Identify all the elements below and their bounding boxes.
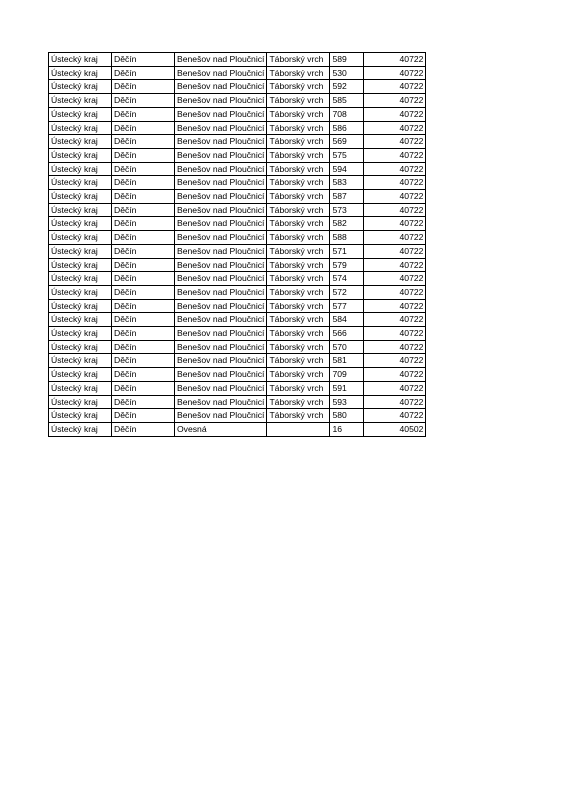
street-cell: Táborský vrch xyxy=(267,381,330,395)
district-cell: Děčín xyxy=(112,368,175,382)
street-cell: Táborský vrch xyxy=(267,313,330,327)
table-row xyxy=(49,176,426,190)
postal-code-cell: 40722 xyxy=(364,190,426,204)
table-row xyxy=(49,162,426,176)
street-cell: Táborský vrch xyxy=(267,203,330,217)
municipality-cell: Benešov nad Ploučnicí xyxy=(175,66,267,80)
district-cell: Děčín xyxy=(112,313,175,327)
postal-code-cell: 40722 xyxy=(364,299,426,313)
postal-code-cell: 40722 xyxy=(364,327,426,341)
table-row xyxy=(49,258,426,272)
street-cell: Táborský vrch xyxy=(267,135,330,149)
district-cell: Děčín xyxy=(112,94,175,108)
postal-code-cell: 40722 xyxy=(364,80,426,94)
street-cell: Táborský vrch xyxy=(267,285,330,299)
district-cell: Děčín xyxy=(112,231,175,245)
table-row xyxy=(49,340,426,354)
district-cell: Děčín xyxy=(112,272,175,286)
district-cell: Děčín xyxy=(112,135,175,149)
postal-code-cell: 40722 xyxy=(364,176,426,190)
postal-code-cell: 40722 xyxy=(364,354,426,368)
house-number-cell: 581 xyxy=(330,354,364,368)
house-number-cell: 591 xyxy=(330,381,364,395)
house-number-cell: 582 xyxy=(330,217,364,231)
data-table xyxy=(48,52,426,437)
district-cell: Děčín xyxy=(112,107,175,121)
region-cell: Ústecký kraj xyxy=(49,299,112,313)
table-row xyxy=(49,422,426,436)
street-cell: Táborský vrch xyxy=(267,107,330,121)
district-cell: Děčín xyxy=(112,395,175,409)
municipality-cell: Benešov nad Ploučnicí xyxy=(175,285,267,299)
municipality-cell: Benešov nad Ploučnicí xyxy=(175,148,267,162)
house-number-cell: 586 xyxy=(330,121,364,135)
table-row xyxy=(49,148,426,162)
municipality-cell: Ovesná xyxy=(175,422,267,436)
street-cell: Táborský vrch xyxy=(267,121,330,135)
district-cell: Děčín xyxy=(112,176,175,190)
region-cell: Ústecký kraj xyxy=(49,395,112,409)
district-cell: Děčín xyxy=(112,381,175,395)
district-cell: Děčín xyxy=(112,203,175,217)
region-cell: Ústecký kraj xyxy=(49,190,112,204)
region-cell: Ústecký kraj xyxy=(49,409,112,423)
house-number-cell: 575 xyxy=(330,148,364,162)
table-row xyxy=(49,190,426,204)
house-number-cell: 585 xyxy=(330,94,364,108)
table-row xyxy=(49,299,426,313)
house-number-cell: 579 xyxy=(330,258,364,272)
district-cell: Děčín xyxy=(112,66,175,80)
region-cell: Ústecký kraj xyxy=(49,176,112,190)
municipality-cell: Benešov nad Ploučnicí xyxy=(175,176,267,190)
municipality-cell: Benešov nad Ploučnicí xyxy=(175,203,267,217)
table-row xyxy=(49,368,426,382)
house-number-cell: 584 xyxy=(330,313,364,327)
postal-code-cell: 40722 xyxy=(364,368,426,382)
region-cell: Ústecký kraj xyxy=(49,148,112,162)
table-row xyxy=(49,107,426,121)
postal-code-cell: 40502 xyxy=(364,422,426,436)
street-cell: Táborský vrch xyxy=(267,94,330,108)
municipality-cell: Benešov nad Ploučnicí xyxy=(175,381,267,395)
street-cell: Táborský vrch xyxy=(267,53,330,67)
table-row xyxy=(49,217,426,231)
street-cell: Táborský vrch xyxy=(267,299,330,313)
table-row xyxy=(49,272,426,286)
street-cell: Táborský vrch xyxy=(267,176,330,190)
table-row xyxy=(49,135,426,149)
municipality-cell: Benešov nad Ploučnicí xyxy=(175,53,267,67)
street-cell: Táborský vrch xyxy=(267,272,330,286)
region-cell: Ústecký kraj xyxy=(49,66,112,80)
street-cell: Táborský vrch xyxy=(267,162,330,176)
street-cell: Táborský vrch xyxy=(267,354,330,368)
municipality-cell: Benešov nad Ploučnicí xyxy=(175,340,267,354)
postal-code-cell: 40722 xyxy=(364,313,426,327)
house-number-cell: 577 xyxy=(330,299,364,313)
municipality-cell: Benešov nad Ploučnicí xyxy=(175,190,267,204)
house-number-cell: 588 xyxy=(330,231,364,245)
street-cell: Táborský vrch xyxy=(267,66,330,80)
street-cell: Táborský vrch xyxy=(267,258,330,272)
municipality-cell: Benešov nad Ploučnicí xyxy=(175,258,267,272)
postal-code-cell: 40722 xyxy=(364,244,426,258)
table-row xyxy=(49,53,426,67)
postal-code-cell: 40722 xyxy=(364,381,426,395)
table-row xyxy=(49,313,426,327)
region-cell: Ústecký kraj xyxy=(49,244,112,258)
municipality-cell: Benešov nad Ploučnicí xyxy=(175,80,267,94)
postal-code-cell: 40722 xyxy=(364,203,426,217)
region-cell: Ústecký kraj xyxy=(49,272,112,286)
district-cell: Děčín xyxy=(112,148,175,162)
table-row xyxy=(49,244,426,258)
house-number-cell: 566 xyxy=(330,327,364,341)
district-cell: Děčín xyxy=(112,80,175,94)
house-number-cell: 530 xyxy=(330,66,364,80)
street-cell: Táborský vrch xyxy=(267,148,330,162)
table-row xyxy=(49,94,426,108)
region-cell: Ústecký kraj xyxy=(49,162,112,176)
region-cell: Ústecký kraj xyxy=(49,313,112,327)
house-number-cell: 708 xyxy=(330,107,364,121)
table-row xyxy=(49,80,426,94)
region-cell: Ústecký kraj xyxy=(49,368,112,382)
house-number-cell: 574 xyxy=(330,272,364,286)
street-cell: Táborský vrch xyxy=(267,217,330,231)
municipality-cell: Benešov nad Ploučnicí xyxy=(175,244,267,258)
street-cell xyxy=(267,422,330,436)
postal-code-cell: 40722 xyxy=(364,148,426,162)
district-cell: Děčín xyxy=(112,409,175,423)
house-number-cell: 709 xyxy=(330,368,364,382)
house-number-cell: 580 xyxy=(330,409,364,423)
postal-code-cell: 40722 xyxy=(364,340,426,354)
postal-code-cell: 40722 xyxy=(364,217,426,231)
municipality-cell: Benešov nad Ploučnicí xyxy=(175,107,267,121)
house-number-cell: 569 xyxy=(330,135,364,149)
district-cell: Děčín xyxy=(112,354,175,368)
street-cell: Táborský vrch xyxy=(267,231,330,245)
street-cell: Táborský vrch xyxy=(267,327,330,341)
postal-code-cell: 40722 xyxy=(364,53,426,67)
region-cell: Ústecký kraj xyxy=(49,327,112,341)
house-number-cell: 592 xyxy=(330,80,364,94)
house-number-cell: 594 xyxy=(330,162,364,176)
house-number-cell: 583 xyxy=(330,176,364,190)
region-cell: Ústecký kraj xyxy=(49,258,112,272)
municipality-cell: Benešov nad Ploučnicí xyxy=(175,135,267,149)
postal-code-cell: 40722 xyxy=(364,395,426,409)
postal-code-cell: 40722 xyxy=(364,135,426,149)
district-cell: Děčín xyxy=(112,53,175,67)
postal-code-cell: 40722 xyxy=(364,231,426,245)
district-cell: Děčín xyxy=(112,190,175,204)
street-cell: Táborský vrch xyxy=(267,244,330,258)
table-row xyxy=(49,121,426,135)
house-number-cell: 571 xyxy=(330,244,364,258)
house-number-cell: 16 xyxy=(330,422,364,436)
table-row xyxy=(49,381,426,395)
region-cell: Ústecký kraj xyxy=(49,135,112,149)
district-cell: Děčín xyxy=(112,121,175,135)
table-row xyxy=(49,354,426,368)
street-cell: Táborský vrch xyxy=(267,80,330,94)
municipality-cell: Benešov nad Ploučnicí xyxy=(175,395,267,409)
region-cell: Ústecký kraj xyxy=(49,107,112,121)
house-number-cell: 593 xyxy=(330,395,364,409)
street-cell: Táborský vrch xyxy=(267,340,330,354)
municipality-cell: Benešov nad Ploučnicí xyxy=(175,217,267,231)
street-cell: Táborský vrch xyxy=(267,395,330,409)
postal-code-cell: 40722 xyxy=(364,66,426,80)
district-cell: Děčín xyxy=(112,327,175,341)
postal-code-cell: 40722 xyxy=(364,272,426,286)
district-cell: Děčín xyxy=(112,285,175,299)
district-cell: Děčín xyxy=(112,217,175,231)
table-row xyxy=(49,285,426,299)
municipality-cell: Benešov nad Ploučnicí xyxy=(175,409,267,423)
municipality-cell: Benešov nad Ploučnicí xyxy=(175,162,267,176)
municipality-cell: Benešov nad Ploučnicí xyxy=(175,299,267,313)
postal-code-cell: 40722 xyxy=(364,121,426,135)
district-cell: Děčín xyxy=(112,258,175,272)
postal-code-cell: 40722 xyxy=(364,162,426,176)
street-cell: Táborský vrch xyxy=(267,190,330,204)
region-cell: Ústecký kraj xyxy=(49,340,112,354)
municipality-cell: Benešov nad Ploučnicí xyxy=(175,94,267,108)
municipality-cell: Benešov nad Ploučnicí xyxy=(175,272,267,286)
region-cell: Ústecký kraj xyxy=(49,381,112,395)
street-cell: Táborský vrch xyxy=(267,409,330,423)
municipality-cell: Benešov nad Ploučnicí xyxy=(175,121,267,135)
postal-code-cell: 40722 xyxy=(364,107,426,121)
table-body xyxy=(49,53,426,437)
region-cell: Ústecký kraj xyxy=(49,422,112,436)
street-cell: Táborský vrch xyxy=(267,368,330,382)
table-row xyxy=(49,66,426,80)
municipality-cell: Benešov nad Ploučnicí xyxy=(175,368,267,382)
region-cell: Ústecký kraj xyxy=(49,217,112,231)
region-cell: Ústecký kraj xyxy=(49,80,112,94)
table-row xyxy=(49,231,426,245)
table-row xyxy=(49,409,426,423)
table-row xyxy=(49,203,426,217)
municipality-cell: Benešov nad Ploučnicí xyxy=(175,313,267,327)
table-row xyxy=(49,395,426,409)
region-cell: Ústecký kraj xyxy=(49,94,112,108)
region-cell: Ústecký kraj xyxy=(49,203,112,217)
house-number-cell: 587 xyxy=(330,190,364,204)
district-cell: Děčín xyxy=(112,340,175,354)
house-number-cell: 572 xyxy=(330,285,364,299)
region-cell: Ústecký kraj xyxy=(49,53,112,67)
postal-code-cell: 40722 xyxy=(364,409,426,423)
district-cell: Děčín xyxy=(112,299,175,313)
postal-code-cell: 40722 xyxy=(364,285,426,299)
region-cell: Ústecký kraj xyxy=(49,354,112,368)
district-cell: Děčín xyxy=(112,244,175,258)
municipality-cell: Benešov nad Ploučnicí xyxy=(175,327,267,341)
region-cell: Ústecký kraj xyxy=(49,231,112,245)
municipality-cell: Benešov nad Ploučnicí xyxy=(175,354,267,368)
house-number-cell: 570 xyxy=(330,340,364,354)
house-number-cell: 589 xyxy=(330,53,364,67)
district-cell: Děčín xyxy=(112,422,175,436)
house-number-cell: 573 xyxy=(330,203,364,217)
region-cell: Ústecký kraj xyxy=(49,121,112,135)
postal-code-cell: 40722 xyxy=(364,258,426,272)
district-cell: Děčín xyxy=(112,162,175,176)
municipality-cell: Benešov nad Ploučnicí xyxy=(175,231,267,245)
region-cell: Ústecký kraj xyxy=(49,285,112,299)
table-row xyxy=(49,327,426,341)
postal-code-cell: 40722 xyxy=(364,94,426,108)
